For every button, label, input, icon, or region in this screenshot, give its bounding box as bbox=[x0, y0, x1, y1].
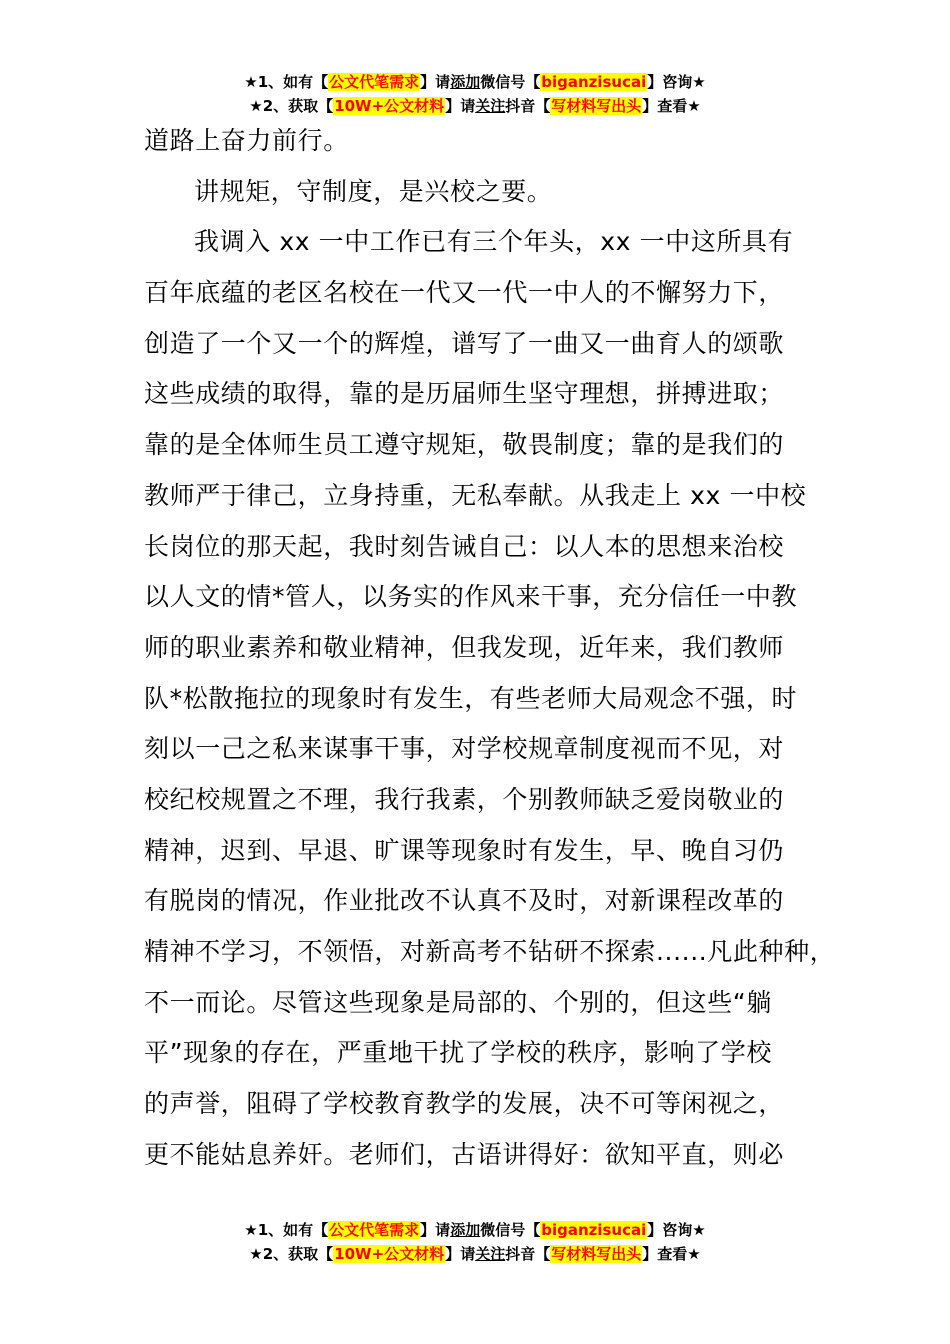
banner-text: 】请 bbox=[420, 73, 451, 91]
footer-banner bbox=[0, 1218, 950, 1266]
body-line: 道路上奋力前行。 bbox=[144, 126, 349, 155]
banner-highlight: 10W+公文材料 bbox=[334, 97, 445, 115]
banner-text: 】查看★ bbox=[642, 97, 701, 115]
banner-highlight: 10W+公文材料 bbox=[334, 1245, 445, 1263]
banner-text: 】请 bbox=[445, 1245, 476, 1263]
body-line: 靠的是全体师生员工遵守规矩，敬畏制度；靠的是我们的 bbox=[144, 430, 785, 460]
body-line: 不一而论。尽管这些现象是局部的、个别的，但这些“躺 bbox=[144, 987, 772, 1017]
body-line: 百年底蕴的老区名校在一代又一代一中人的不懈努力下， bbox=[144, 278, 785, 308]
banner-text: 微信号【 bbox=[480, 1221, 541, 1239]
footer-banner-line-2 bbox=[0, 1242, 950, 1266]
document-body bbox=[144, 116, 836, 1180]
banner-highlight: 写材料写出头 bbox=[551, 97, 642, 115]
header-banner-line-1 bbox=[0, 70, 950, 94]
banner-underlined: 关注 bbox=[475, 97, 506, 115]
body-line: 更不能姑息养奸。老师们，古语讲得好：欲知平直，则必 bbox=[144, 1139, 785, 1169]
body-line: 队*松散拖拉的现象时有发生，有些老师大局观念不强，时 bbox=[144, 683, 798, 713]
body-line: 以人文的情*管人，以务实的作风来干事，充分信任一中教 bbox=[144, 582, 798, 612]
banner-text: 】查看★ bbox=[642, 1245, 701, 1263]
body-line: 创造了一个又一个的辉煌，谱写了一曲又一曲育人的颂歌 bbox=[144, 328, 785, 358]
body-line: 教师严于律己，立身持重，无私奉献。从我走上 xx 一中校 bbox=[144, 480, 807, 510]
banner-text: 】咨询★ bbox=[647, 1221, 706, 1239]
banner-text: ★2、获取【 bbox=[249, 1245, 334, 1263]
banner-text: 】请 bbox=[445, 97, 476, 115]
body-line: 刻以一己之私来谋事干事，对学校规章制度视而不见，对 bbox=[144, 734, 785, 764]
body-line: 我调入 xx 一中工作已有三个年头，xx 一中这所具有 bbox=[194, 227, 794, 257]
banner-text: 抖音【 bbox=[505, 97, 551, 115]
banner-text: 】咨询★ bbox=[647, 73, 706, 91]
banner-text: ★1、如有【 bbox=[244, 1221, 329, 1239]
body-line: 讲规矩，守制度，是兴校之要。 bbox=[194, 176, 553, 206]
footer-banner-line-1 bbox=[0, 1218, 950, 1242]
banner-text: 】请 bbox=[420, 1221, 451, 1239]
header-banner bbox=[0, 70, 950, 118]
banner-underlined: 添加 bbox=[450, 73, 481, 91]
banner-highlight: 公文代笔需求 bbox=[329, 1221, 420, 1239]
body-line: 的声誉，阻碍了学校教育教学的发展，决不可等闲视之， bbox=[144, 1089, 785, 1119]
banner-highlight: 写材料写出头 bbox=[551, 1245, 642, 1263]
body-line: 师的职业素养和敬业精神，但我发现，近年来，我们教师 bbox=[144, 632, 785, 662]
body-line: 这些成绩的取得，靠的是历届师生坚守理想，拼搏进取； bbox=[144, 379, 785, 409]
body-line: 平”现象的存在，严重地干扰了学校的秩序，影响了学校 bbox=[144, 1038, 772, 1068]
banner-highlight: biganzisucai bbox=[541, 1221, 647, 1239]
banner-underlined: 关注 bbox=[475, 1245, 506, 1263]
banner-text: ★1、如有【 bbox=[244, 73, 329, 91]
body-line: 精神不学习，不领悟，对新高考不钻研不探索......凡此种种， bbox=[144, 937, 836, 966]
body-line: 精神，迟到、早退、旷课等现象时有发生，早、晚自习仍 bbox=[144, 835, 785, 865]
body-line: 有脱岗的情况，作业批改不认真不及时，对新课程改革的 bbox=[144, 886, 785, 916]
banner-text: 微信号【 bbox=[480, 73, 541, 91]
body-line: 长岗位的那天起，我时刻告诫自己：以人本的思想来治校 bbox=[144, 531, 785, 561]
banner-text: ★2、获取【 bbox=[249, 97, 334, 115]
body-line: 校纪校规置之不理，我行我素，个别教师缺乏爱岗敬业的 bbox=[144, 784, 785, 814]
banner-underlined: 添加 bbox=[450, 1221, 481, 1239]
banner-highlight: 公文代笔需求 bbox=[329, 73, 420, 91]
banner-highlight: biganzisucai bbox=[541, 73, 647, 91]
banner-text: 抖音【 bbox=[505, 1245, 551, 1263]
header-banner-line-2 bbox=[0, 94, 950, 118]
